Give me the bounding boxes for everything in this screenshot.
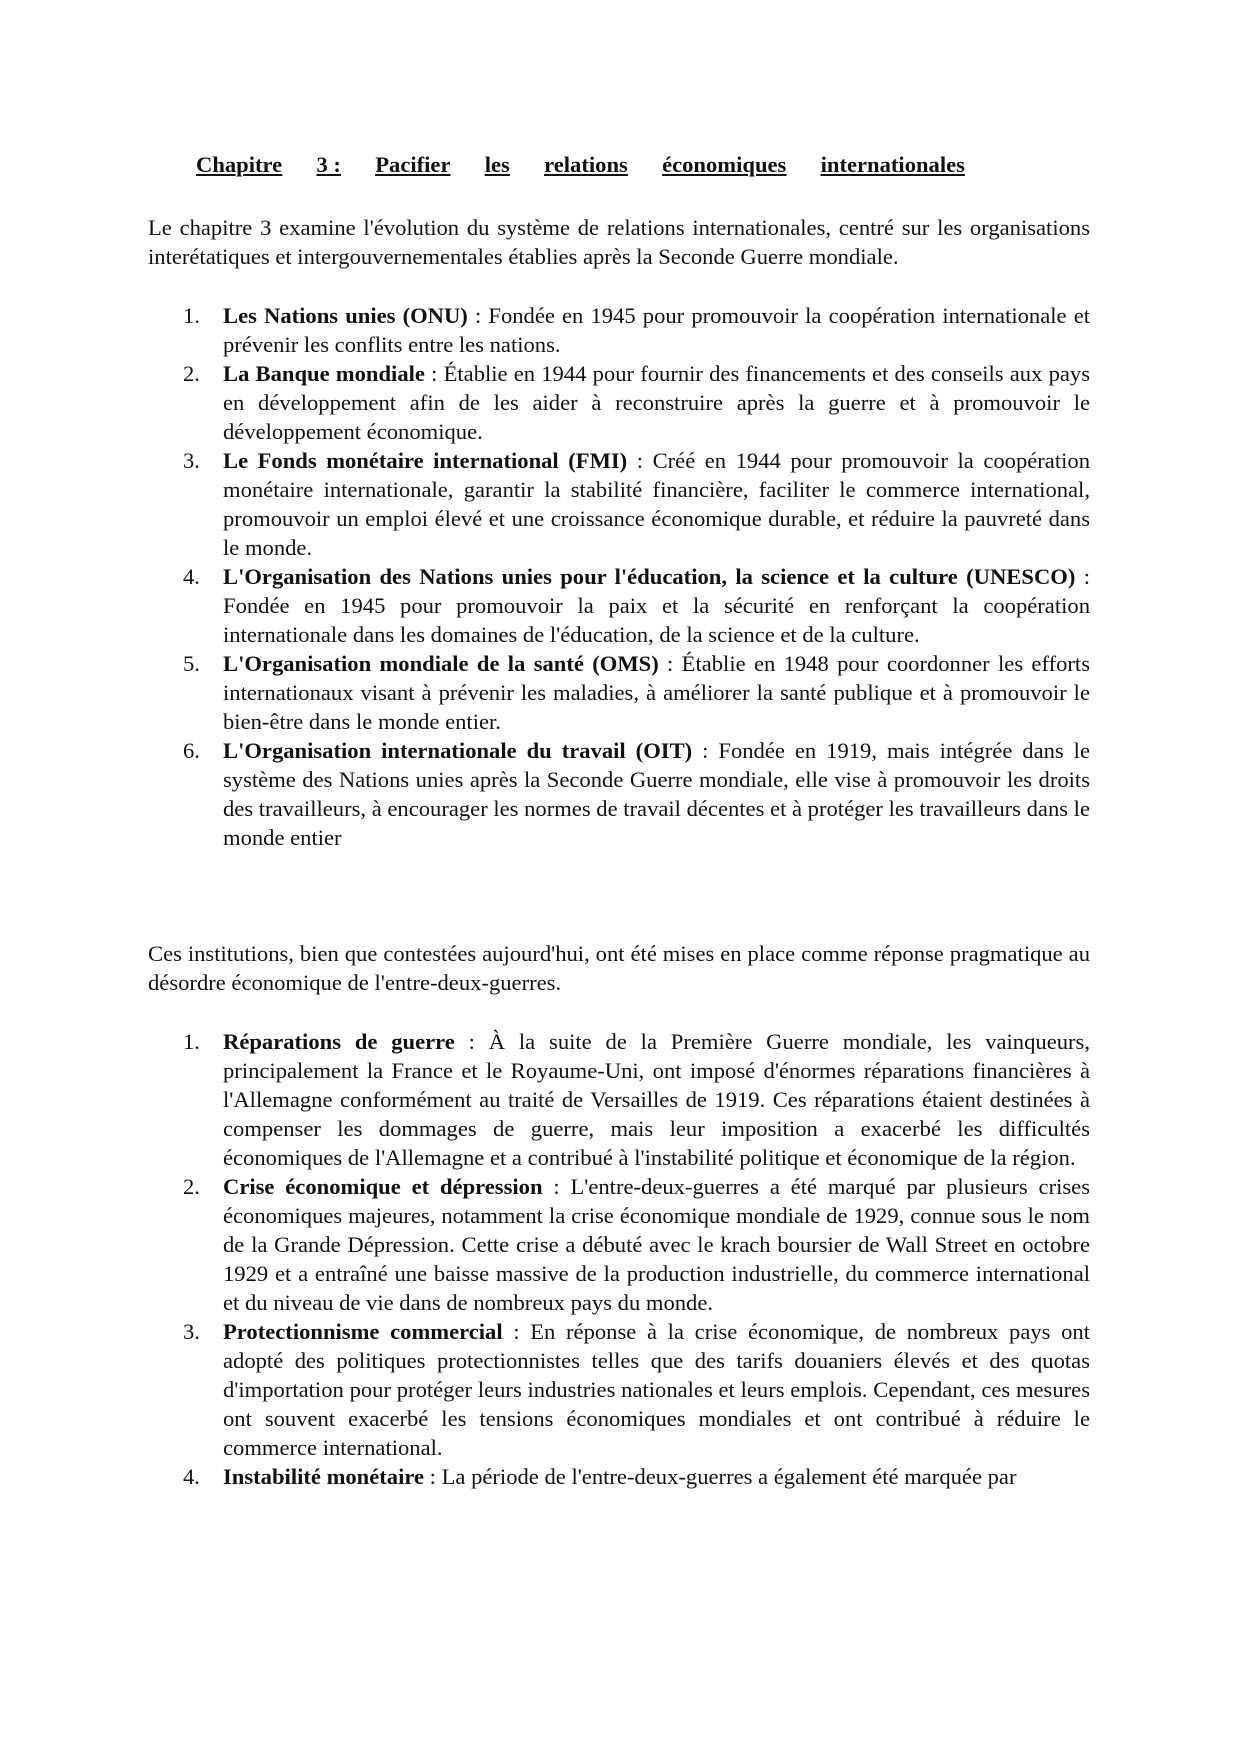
item-text: : Fondée en 1945 pour promouvoir la paix et la sécurité en renforçant la coopération internationale dans les domaines de l'éducation, de la science et de la culture. — [223, 564, 1090, 647]
title-word: Chapitre — [196, 152, 283, 177]
title-word: internationales — [820, 152, 965, 177]
item-text: : Fondée en 1945 pour promouvoir la coopération internationale et prévenir les conflits entre les nations. — [223, 303, 1091, 357]
title-word: Pacifier — [375, 152, 451, 177]
title-word: économiques — [662, 152, 787, 177]
title-word: les — [484, 152, 510, 177]
item-number: 1. — [183, 303, 200, 328]
item-term: La Banque mondiale — [223, 361, 425, 386]
item-number: 4. — [183, 564, 200, 589]
list-item — [148, 1317, 1090, 1462]
item-term: Protectionnisme commercial — [223, 1319, 503, 1344]
item-text: : Fondée en 1919, mais intégrée dans le système des Nations unies après la Seconde Guerre mondiale, elle vise à promouvoir les droits des travailleurs, à encourager les normes de travail décentes et à protéger les travailleurs dans le monde entier — [223, 738, 1090, 850]
item-number: 5. — [183, 651, 200, 676]
document-page — [148, 150, 1090, 1491]
item-number: 2. — [183, 1174, 200, 1199]
item-text: : L'entre-deux-guerres a été marqué par plusieurs crises économiques majeures, notamment la crise économique mondiale de 1929, connue sous le nom de la Grande Dépression. Cette crise a débuté avec le krach boursier de Wall Street en octobre 1929 et a entraîné une baisse massive de la production industrielle, du commerce international et du niveau de vie dans de nombreux pays du monde. — [223, 1174, 1090, 1315]
list-item — [148, 301, 1090, 359]
item-number: 6. — [183, 738, 200, 763]
item-term: Crise économique et dépression — [223, 1174, 543, 1199]
intro-paragraph: Le chapitre 3 examine l'évolution du système de relations internationales, centré sur les organisations interétatiques et intergouvernementales établies après la Seconde Guerre mondiale. — [148, 215, 1090, 269]
list-item — [148, 649, 1090, 736]
item-number: 3. — [183, 448, 200, 473]
list-item — [148, 1027, 1090, 1172]
list-item — [148, 736, 1090, 852]
item-text: : Établie en 1948 pour coordonner les efforts internationaux visant à prévenir les maladies, à améliorer la santé publique et à promouvoir le bien-être dans le monde entier. — [223, 651, 1090, 734]
item-term: L'Organisation mondiale de la santé (OMS) — [223, 651, 659, 676]
title-word: 3 : — [316, 152, 341, 177]
organisations-list — [148, 301, 1090, 852]
item-term: Les Nations unies (ONU) — [223, 303, 468, 328]
item-text: : Établie en 1944 pour fournir des financements et des conseils aux pays en développement afin de les aider à reconstruire après la guerre et à promouvoir le développement économique. — [223, 361, 1090, 444]
item-number: 4. — [183, 1464, 200, 1489]
list-item — [148, 562, 1090, 649]
item-term: Réparations de guerre — [223, 1029, 455, 1054]
item-term: Instabilité monétaire — [223, 1464, 425, 1489]
item-text: : La période de l'entre-deux-guerres a également été marquée par — [424, 1464, 1017, 1489]
list-item — [148, 446, 1090, 562]
chapter-title — [196, 150, 965, 180]
causes-list — [148, 1027, 1090, 1491]
conclusion-paragraph: Ces institutions, bien que contestées aujourd'hui, ont été mises en place comme réponse pragmatique au désordre économique de l'entre-deux-guerres. — [148, 941, 1090, 995]
title-word: relations — [544, 152, 628, 177]
item-term: Le Fonds monétaire international (FMI) — [223, 448, 628, 473]
item-number: 3. — [183, 1319, 200, 1344]
list-item — [148, 1172, 1090, 1317]
item-term: L'Organisation des Nations unies pour l'éducation, la science et la culture (UNESCO) — [223, 564, 1076, 589]
item-text: : À la suite de la Première Guerre mondiale, les vainqueurs, principalement la France et le Royaume-Uni, ont imposé d'énormes réparations financières à l'Allemagne conformément au traité de Versailles de 1919. Ces réparations étaient destinées à compenser les dommages de guerre, mais leur imposition a exacerbé les difficultés économiques de l'Allemagne et a contribué à l'instabilité politique et économique de la région. — [223, 1029, 1090, 1170]
item-number: 1. — [183, 1029, 200, 1054]
list-item — [148, 359, 1090, 446]
item-text: : En réponse à la crise économique, de nombreux pays ont adopté des politiques protectionnistes telles que des tarifs douaniers élevés et des quotas d'importation pour protéger leurs industries nationales et leurs emplois. Cependant, ces mesures ont souvent exacerbé les tensions économiques mondiales et ont contribué à réduire le commerce international. — [223, 1319, 1090, 1460]
item-number: 2. — [183, 361, 200, 386]
item-term: L'Organisation internationale du travail (OIT) — [223, 738, 693, 763]
item-text: : Créé en 1944 pour promouvoir la coopération monétaire internationale, garantir la stabilité financière, faciliter le commerce international, promouvoir un emploi élevé et une croissance économique durable, et réduire la pauvreté dans le monde. — [223, 448, 1090, 560]
list-item — [148, 1462, 1090, 1491]
